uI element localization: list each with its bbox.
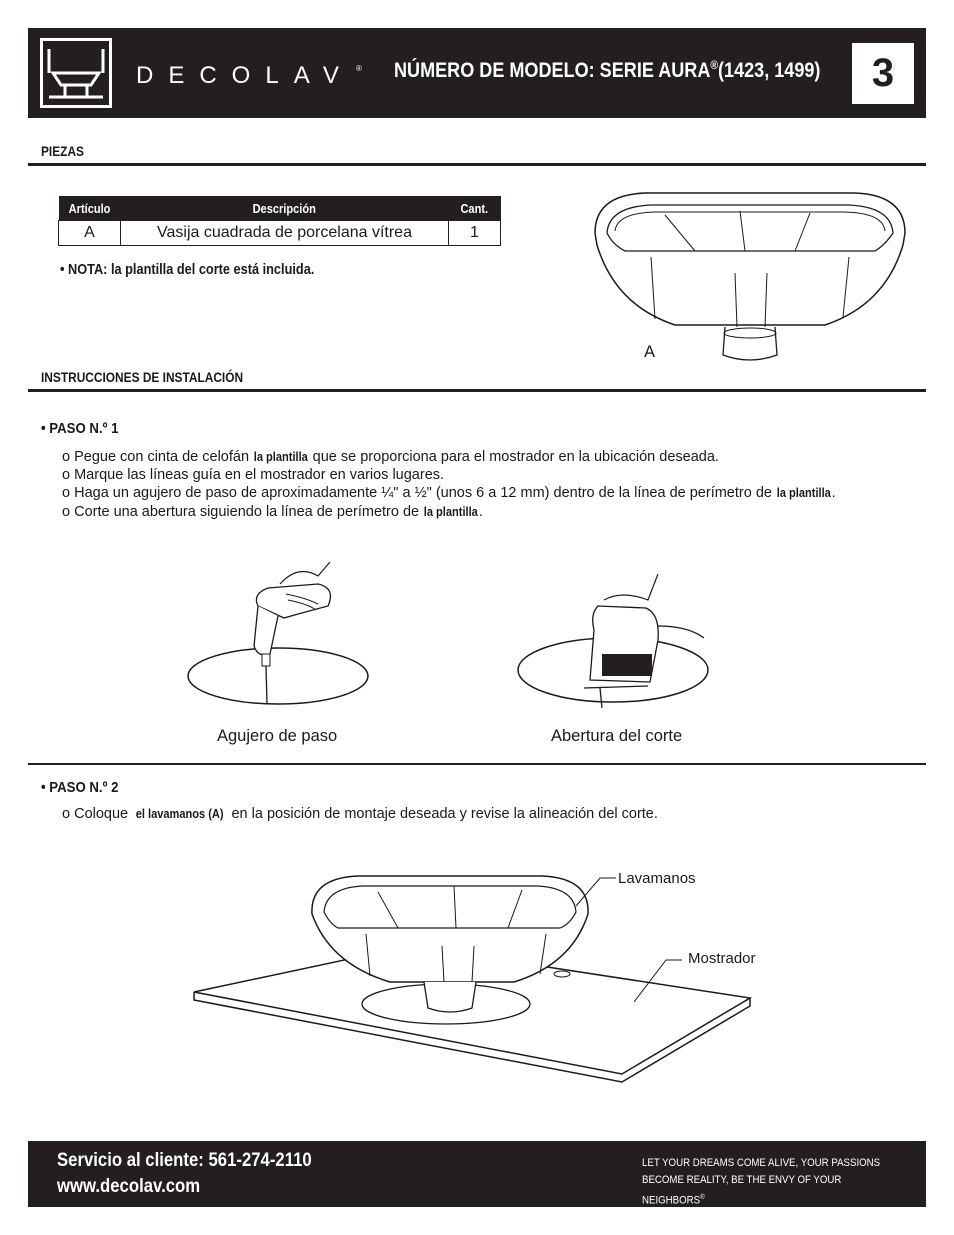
column-header-description: Descripción: [121, 196, 449, 221]
website-link[interactable]: www.decolav.com: [57, 1176, 201, 1197]
table-row: [59, 221, 501, 246]
column-header-item: Artículo: [59, 196, 121, 221]
column-header-qty: Cant.: [449, 196, 501, 221]
cell-item: A: [59, 221, 121, 246]
callout-sink: Lavamanos: [618, 870, 696, 887]
section-divider: [28, 763, 926, 765]
section-divider: [28, 163, 926, 166]
cell-description: Vasija cuadrada de porcelana vítrea: [121, 221, 449, 246]
caption-pilot-hole: Agujero de paso: [217, 727, 338, 745]
caption-cutout: Abertura del corte: [551, 727, 683, 745]
page-number: 3: [852, 43, 914, 104]
step-1-line: o Pegue con cinta de celofán la plantilla que se proporciona para el mostrador en la ubicación deseada.: [62, 449, 719, 465]
step-1-line: o Corte una abertura siguiendo la línea de perímetro de la plantilla.: [62, 504, 483, 520]
footer-tagline: LET YOUR DREAMS COME ALIVE, YOUR PASSIONS BECOME REALITY, BE THE ENVY OF YOUR NEIGHBORS®: [642, 1157, 881, 1207]
template-note: • NOTA: la plantilla del corte está incluida.: [60, 261, 315, 278]
brand-registered-mark: ®: [356, 64, 362, 73]
step-1-line: o Haga un agujero de paso de aproximadamente ¼" a ½" (unos 6 a 12 mm) dentro de la línea de perímetro de la plantilla.: [62, 485, 836, 501]
cell-qty: 1: [449, 221, 501, 246]
customer-service-phone: Servicio al cliente: 561-274-2110: [57, 1150, 312, 1171]
step-1-title: • PASO N.º 1: [41, 420, 119, 437]
decolav-basin-logo-icon: [40, 38, 112, 108]
jigsaw-illustration: [518, 570, 718, 720]
parts-section-label: PIEZAS: [41, 143, 84, 159]
sink-illustration: [585, 185, 915, 375]
step-1-line: o Marque las líneas guía en el mostrador en varios lugares.: [62, 467, 445, 483]
callout-counter: Mostrador: [688, 950, 756, 967]
page-title: NÚMERO DE MODELO: SERIE AURA®(1423, 1499): [394, 58, 821, 82]
instructions-section-label: INSTRUCCIONES DE INSTALACIÓN: [41, 369, 244, 385]
page-footer: [28, 1141, 926, 1207]
brand-name: DECOLAV: [136, 62, 354, 89]
step-2-title: • PASO N.º 2: [41, 779, 119, 796]
page-header: [28, 28, 926, 118]
parts-table: [58, 196, 501, 246]
step-2-line: o Coloque el lavamanos (A) en la posición de montaje deseada y revise la alineación del corte.: [62, 806, 658, 822]
section-divider: [28, 389, 926, 392]
sink-on-counter-illustration: [192, 864, 752, 1084]
figure-label-a: A: [644, 343, 656, 361]
drill-illustration: [188, 554, 378, 714]
